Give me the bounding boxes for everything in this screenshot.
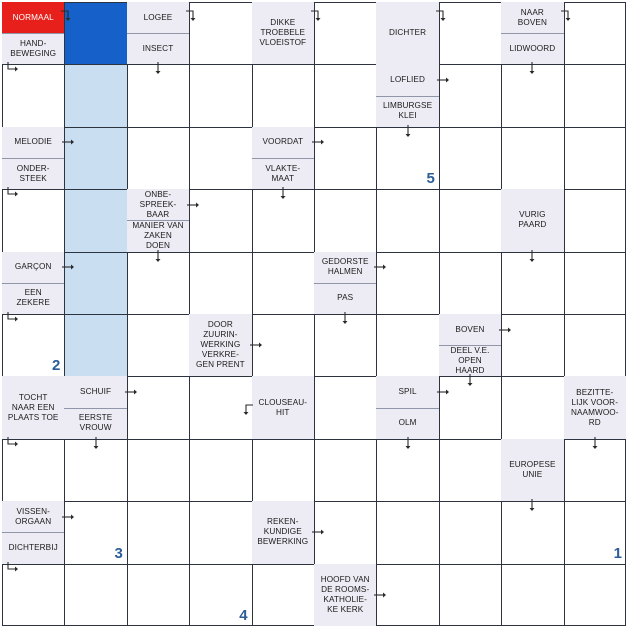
solution-number: 1 — [613, 544, 622, 562]
clue-text[interactable] — [252, 501, 314, 563]
clue-label: HOOFD VAN DE ROOMS- KATHOLIE- KE KERK — [320, 574, 370, 614]
clue-text[interactable] — [439, 314, 501, 345]
clue-cell[interactable] — [2, 376, 64, 438]
clue-label: INSECT — [142, 43, 174, 53]
answer-cell[interactable] — [64, 564, 126, 626]
answer-cell[interactable] — [189, 439, 251, 501]
clue-text[interactable] — [2, 501, 64, 532]
clue-label: SPIL — [398, 386, 417, 396]
arrow-down-right-icon — [5, 311, 19, 330]
arrow-down-icon — [401, 124, 415, 143]
answer-cell[interactable] — [564, 127, 626, 189]
answer-cell[interactable] — [439, 501, 501, 563]
answer-cell[interactable] — [189, 501, 251, 563]
answer-cell[interactable] — [252, 439, 314, 501]
clue-cell[interactable] — [252, 127, 314, 189]
clue-text[interactable] — [64, 376, 126, 407]
answer-cell[interactable] — [189, 127, 251, 189]
clue-text[interactable] — [127, 220, 189, 251]
clue-text[interactable] — [2, 127, 64, 158]
arrow-right-icon — [373, 260, 387, 279]
clue-label: LIMBURGSE KLEI — [383, 101, 433, 121]
clue-divider — [2, 283, 64, 284]
answer-cell[interactable] — [439, 564, 501, 626]
answer-cell[interactable] — [564, 64, 626, 126]
clue-label: NAAR BOVEN — [517, 7, 547, 27]
clue-label: DICHTERBIJ — [8, 542, 58, 552]
clue-text[interactable] — [2, 158, 64, 189]
clue-text[interactable] — [127, 33, 189, 64]
answer-cell[interactable] — [439, 189, 501, 251]
clue-label: VLAKTE- MAAT — [265, 163, 301, 183]
arrow-right-icon — [61, 510, 75, 529]
clue-label: REKEN- KUNDIGE BEWERKING — [257, 517, 309, 547]
solution-number: 4 — [239, 606, 248, 624]
solution-number: 2 — [52, 357, 61, 375]
answer-cell[interactable] — [252, 252, 314, 314]
clue-cell[interactable] — [501, 439, 563, 501]
arrow-right-down-icon — [185, 8, 199, 27]
arrow-right-icon — [186, 198, 200, 217]
arrow-down-icon — [338, 311, 352, 330]
clue-text[interactable] — [2, 532, 64, 563]
clue-divider — [2, 158, 64, 159]
arrow-right-down-icon — [310, 8, 324, 27]
clue-label: NORMAAL — [12, 12, 54, 22]
clue-text[interactable] — [376, 376, 438, 407]
clue-text[interactable] — [376, 64, 438, 95]
clue-text[interactable] — [376, 408, 438, 439]
clue-cell[interactable] — [252, 501, 314, 563]
clue-label: EEN ZEKERE — [16, 288, 50, 308]
clue-label: PAS — [337, 293, 354, 303]
clue-divider — [439, 345, 501, 346]
grid-line — [564, 2, 565, 626]
answer-cell[interactable] — [189, 64, 251, 126]
answer-cell[interactable] — [252, 64, 314, 126]
answer-cell[interactable] — [564, 501, 626, 563]
arrow-right-icon — [311, 135, 325, 154]
grid-line — [501, 2, 502, 626]
clue-divider — [376, 96, 438, 97]
answer-cell[interactable] — [439, 439, 501, 501]
arrow-down-icon — [525, 249, 539, 268]
arrow-right-icon — [436, 385, 450, 404]
clue-label: VURIG PAARD — [518, 210, 547, 230]
arrow-right-icon — [498, 323, 512, 342]
clue-divider — [127, 33, 189, 34]
clue-cell[interactable] — [376, 64, 438, 126]
answer-cell[interactable] — [564, 314, 626, 376]
clue-cell[interactable] — [2, 2, 64, 64]
clue-text[interactable] — [252, 158, 314, 189]
crossword-grid — [2, 2, 626, 626]
answer-cell[interactable] — [501, 376, 563, 438]
arrow-down-right-icon — [5, 561, 19, 580]
clue-text[interactable] — [376, 96, 438, 127]
clue-label: LOGEE — [143, 12, 173, 22]
clue-cell[interactable] — [2, 252, 64, 314]
clue-cell[interactable] — [252, 376, 314, 438]
clue-label: VOORDAT — [262, 137, 304, 147]
arrow-down-icon — [588, 436, 602, 455]
clue-label: BOVEN — [455, 324, 485, 334]
clue-label: VISSEN- ORGAAN — [15, 506, 52, 526]
clue-label: LOFLIED — [390, 74, 425, 84]
clue-cell[interactable] — [376, 376, 438, 438]
clue-cell[interactable] — [189, 314, 251, 376]
clue-label: ONBE- SPREEK- BAAR — [139, 189, 177, 219]
clue-cell[interactable] — [252, 2, 314, 64]
clue-divider — [2, 532, 64, 533]
arrow-down-icon — [525, 498, 539, 517]
answer-cell[interactable] — [314, 439, 376, 501]
clue-cell[interactable] — [439, 314, 501, 376]
answer-cell[interactable] — [439, 252, 501, 314]
clue-text[interactable] — [439, 345, 501, 376]
clue-text[interactable] — [501, 33, 563, 64]
clue-text[interactable] — [2, 283, 64, 314]
clue-cell[interactable] — [564, 376, 626, 438]
clue-text[interactable] — [2, 2, 64, 33]
arrow-down-right-icon — [5, 436, 19, 455]
clue-text[interactable] — [2, 376, 64, 438]
clue-cell[interactable] — [127, 189, 189, 251]
arrow-down-icon — [151, 61, 165, 80]
clue-label: MANIER VAN ZAKEN DOEN — [132, 220, 184, 250]
clue-label: GARÇON — [14, 262, 52, 272]
clue-divider — [501, 33, 563, 34]
clue-label: HAND- BEWEGING — [10, 38, 57, 58]
clue-text[interactable] — [501, 439, 563, 501]
clue-text[interactable] — [252, 127, 314, 158]
arrow-down-icon — [276, 186, 290, 205]
clue-label: DIKKE TROEBELE VLOEISTOF — [259, 18, 307, 48]
clue-divider — [314, 283, 376, 284]
clue-label: GEDORSTE HALMEN — [321, 257, 369, 277]
highlighted-answer-cell[interactable] — [64, 314, 126, 376]
answer-cell[interactable] — [564, 189, 626, 251]
answer-cell[interactable] — [127, 501, 189, 563]
clue-label: DOOR ZUURIN- WERKING VERKRE- GEN PRENT — [196, 320, 245, 370]
answer-cell[interactable] — [564, 564, 626, 626]
arrow-right-down-icon — [560, 8, 574, 27]
clue-cell[interactable] — [376, 2, 438, 64]
clue-divider — [64, 408, 126, 409]
arrow-right-icon — [124, 385, 138, 404]
arrow-down-right-icon — [5, 61, 19, 80]
clue-text[interactable] — [127, 2, 189, 33]
clue-divider — [127, 220, 189, 221]
answer-cell[interactable] — [501, 127, 563, 189]
highlighted-answer-cell[interactable] — [64, 189, 126, 251]
arrow-right-icon — [249, 338, 263, 357]
clue-label: DICHTER — [389, 28, 427, 38]
answer-cell[interactable] — [376, 501, 438, 563]
answer-cell[interactable] — [501, 564, 563, 626]
answer-cell[interactable] — [252, 564, 314, 626]
arrow-down-right-icon — [5, 186, 19, 205]
arrow-right-down-icon — [60, 8, 74, 27]
clue-text[interactable] — [314, 564, 376, 626]
answer-cell[interactable] — [376, 189, 438, 251]
clue-cell[interactable] — [501, 2, 563, 64]
clue-text[interactable] — [314, 283, 376, 314]
clue-text[interactable] — [501, 189, 563, 251]
clue-label: TOCHT NAAR EEN PLAATS TOE — [7, 392, 59, 422]
solution-number: 3 — [114, 544, 123, 562]
clue-text[interactable] — [189, 314, 251, 376]
solution-number: 5 — [426, 170, 435, 188]
clue-cell[interactable] — [501, 189, 563, 251]
answer-cell[interactable] — [439, 127, 501, 189]
answer-cell[interactable] — [564, 252, 626, 314]
arrow-right-icon — [436, 73, 450, 92]
answer-cell[interactable] — [376, 314, 438, 376]
clue-label: BEZITTE- LIJK VOOR- NAAMWOO- RD — [570, 387, 619, 427]
clue-divider — [2, 33, 64, 34]
clue-label: EUROPESE UNIE — [509, 459, 556, 479]
answer-cell[interactable] — [127, 564, 189, 626]
clue-label: EERSTE VROUW — [78, 413, 113, 433]
clue-label: OLM — [398, 418, 417, 428]
clue-cell[interactable] — [2, 501, 64, 563]
answer-cell[interactable] — [127, 314, 189, 376]
clue-divider — [252, 158, 314, 159]
arrow-right-icon — [61, 260, 75, 279]
clue-text[interactable] — [2, 33, 64, 64]
clue-label: SCHUIF — [80, 386, 112, 396]
clue-text[interactable] — [314, 252, 376, 283]
clue-cell[interactable] — [127, 2, 189, 64]
arrow-right-icon — [311, 525, 325, 544]
answer-cell[interactable] — [127, 439, 189, 501]
arrow-down-icon — [463, 373, 477, 392]
clue-cell[interactable] — [314, 564, 376, 626]
clue-label: CLOUSEAU- HIT — [258, 397, 308, 417]
clue-label: LIDWOORD — [509, 43, 556, 53]
arrow-right-down-icon — [435, 8, 449, 27]
answer-cell[interactable] — [314, 64, 376, 126]
grid-line — [625, 2, 626, 626]
arrow-right-icon — [373, 588, 387, 607]
clue-text[interactable] — [564, 376, 626, 438]
clue-text[interactable] — [252, 2, 314, 64]
arrow-down-icon — [401, 436, 415, 455]
clue-text[interactable] — [501, 2, 563, 33]
arrow-down-icon — [151, 249, 165, 268]
arrow-down-icon — [525, 61, 539, 80]
answer-cell[interactable] — [314, 189, 376, 251]
clue-cell[interactable] — [314, 252, 376, 314]
clue-label: DEEL V.E. OPEN HAARD — [450, 345, 490, 375]
highlighted-answer-cell[interactable] — [64, 64, 126, 126]
arrow-right-icon — [61, 135, 75, 154]
answer-cell[interactable] — [127, 127, 189, 189]
arrow-down-icon — [89, 436, 103, 455]
clue-cell[interactable] — [2, 127, 64, 189]
clue-text[interactable] — [64, 408, 126, 439]
clue-text[interactable] — [376, 2, 438, 64]
clue-label: MELODIE — [14, 137, 52, 147]
clue-divider — [376, 408, 438, 409]
clue-text[interactable] — [2, 252, 64, 283]
answer-cell[interactable] — [189, 564, 251, 626]
clue-cell[interactable] — [64, 376, 126, 438]
clue-text[interactable] — [127, 189, 189, 220]
clue-label: ONDER- STEEK — [16, 163, 50, 183]
clue-text[interactable] — [252, 376, 314, 438]
answer-cell[interactable] — [189, 252, 251, 314]
answer-cell[interactable] — [314, 376, 376, 438]
arrow-left-down-icon — [240, 402, 254, 421]
